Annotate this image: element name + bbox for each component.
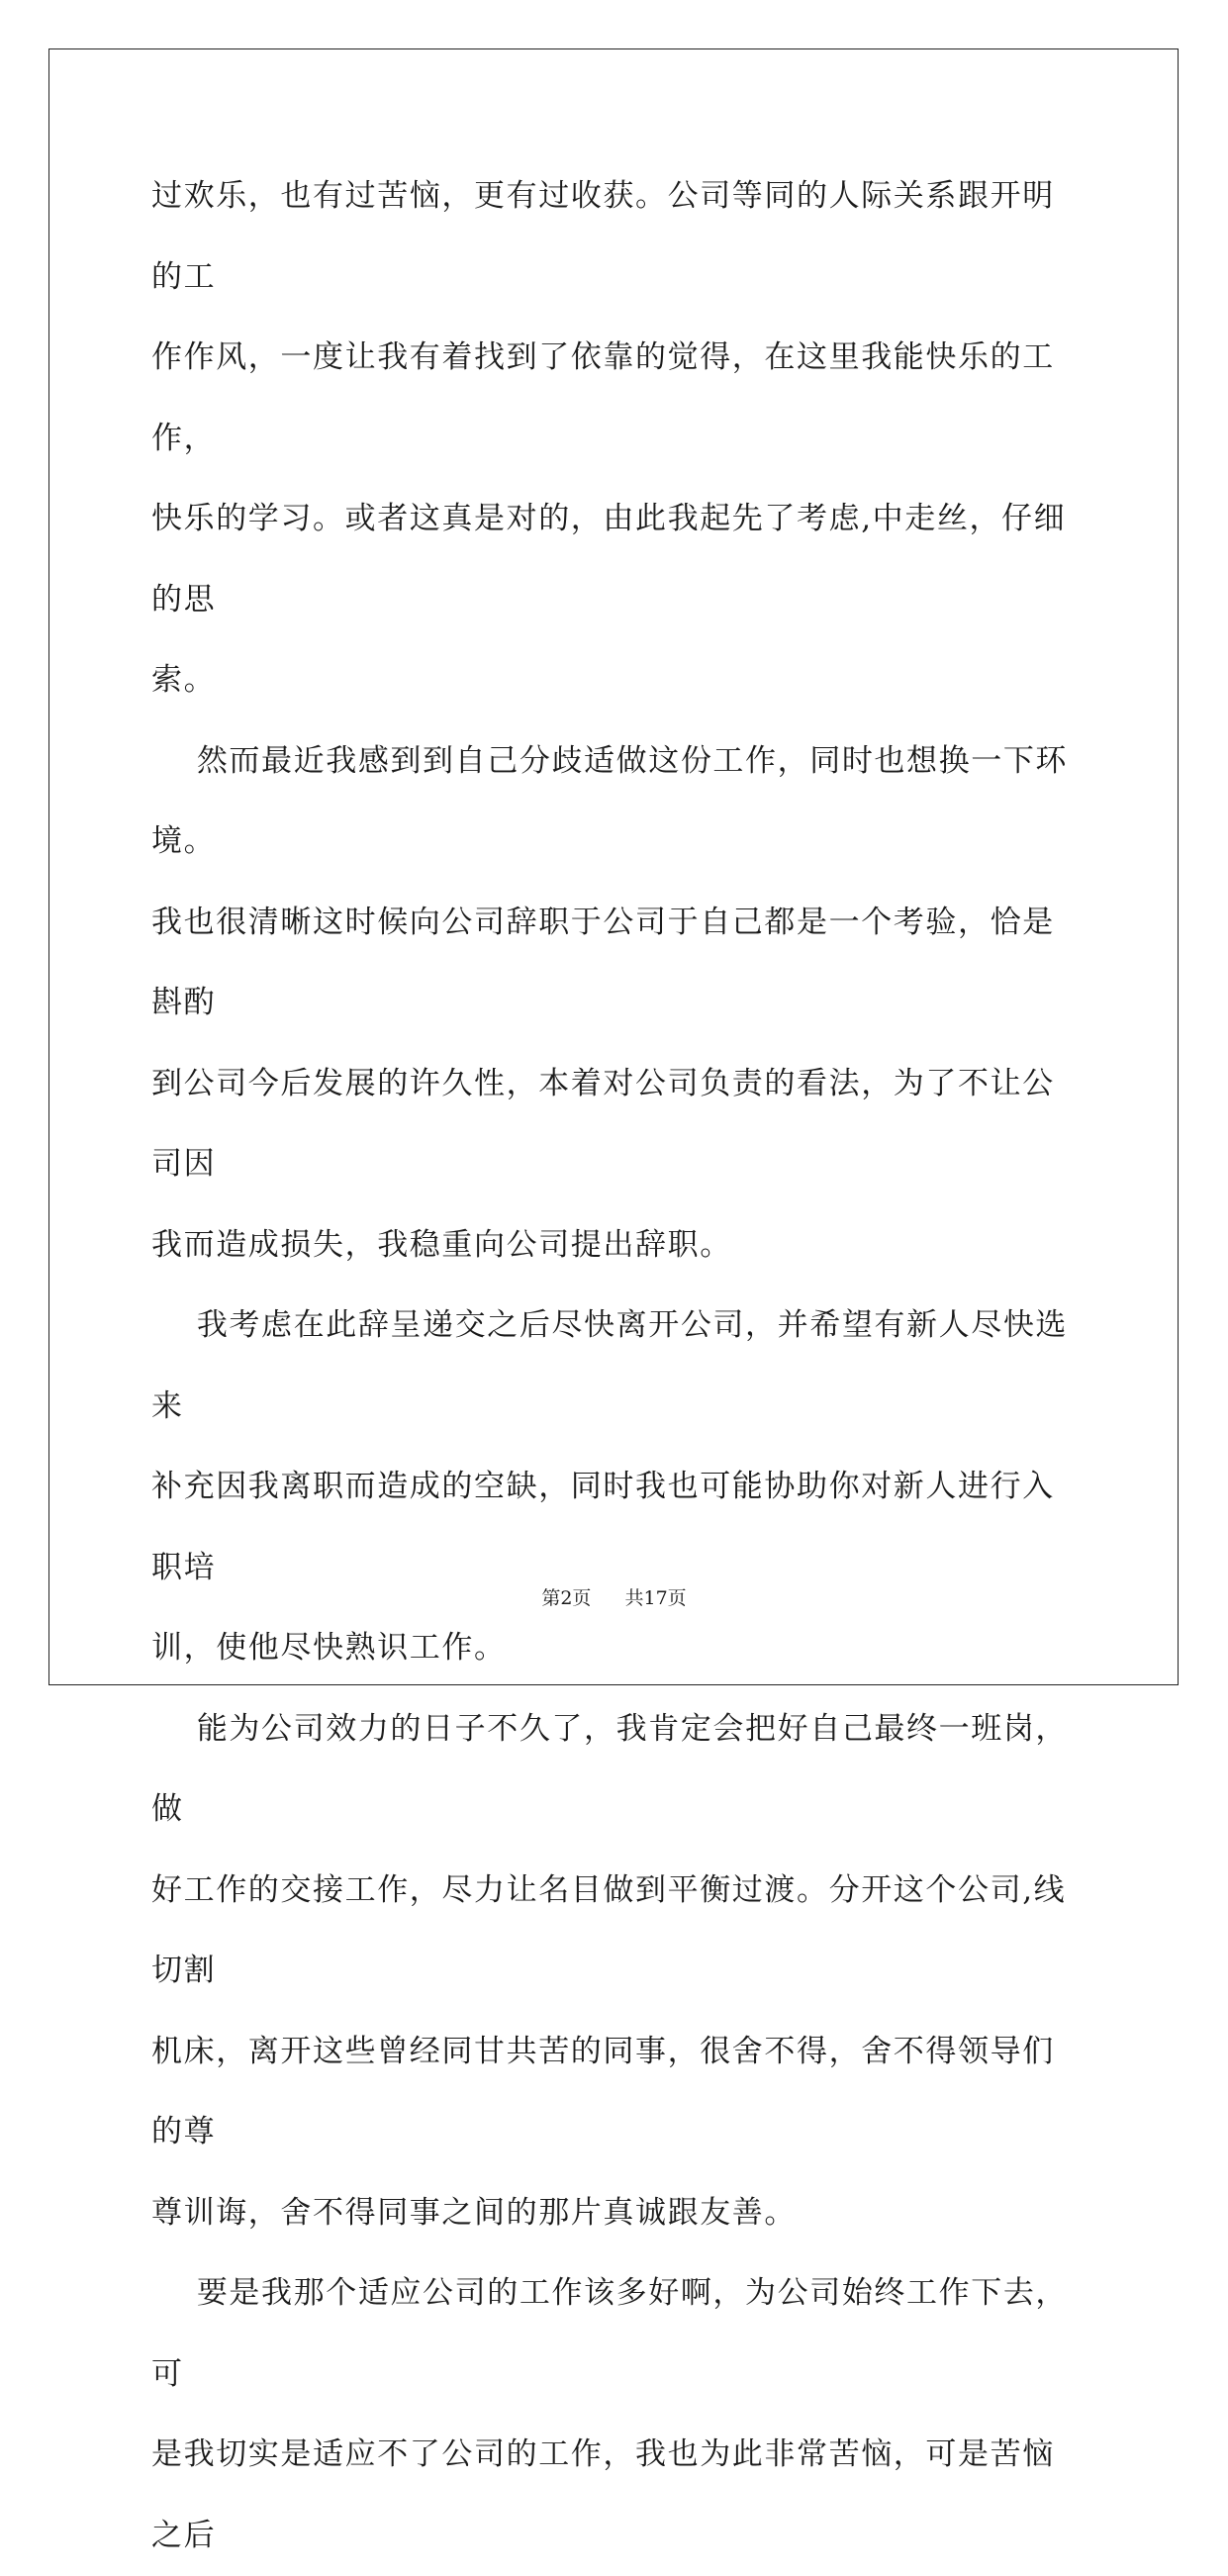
document-body — [151, 156, 1086, 2576]
paragraph: 我考虑在此辞呈递交之后尽快离开公司，并希望有新人尽快选来 补充因我离职而造成的空缺，同时我也可能协助你对新人进行入职培 训，使他尽快熟识工作。 — [151, 1307, 1069, 1666]
page-number: 第2页 — [541, 1587, 592, 1609]
paragraph: 要是我那个适应公司的工作该多好啊，为公司始终工作下去，可 是我切实是适应不了公司的工作，我也为此非常苦恼，可是苦恼之后 — [151, 2275, 1069, 2553]
page-footer — [0, 1583, 1228, 1610]
paragraph: 能为公司效力的日子不久了，我肯定会把好自己最终一班岗，做 好工作的交接工作，尽力让名目做到平衡过渡。分开这个公司,线切割 机床，离开这些曾经同甘共苦的同事，很舍不得，舍不得领导们的尊 尊训诲，舍不得同事之间的那片真诚跟友善。 — [151, 1710, 1069, 2231]
paragraph: 然而最近我感到到自己分歧适做这份工作，同时也想换一下环境。 我也很清晰这时候向公司辞职于公司于自己都是一个考验，恰是斟酌 到公司今后发展的许久性，本着对公司负责的看法，为了不让公司因 我而造成损失，我稳重向公司提出辞职。 — [151, 742, 1069, 1263]
paragraph: 过欢乐，也有过苦恼，更有过收获。公司等同的人际关系跟开明的工 作作风，一度让我有着找到了依靠的觉得，在这里我能快乐的工作， 快乐的学习。或者这真是对的，由此我起先了考虑,中走丝，仔细的思 索。 — [151, 178, 1067, 698]
page-total: 共17页 — [624, 1587, 687, 1609]
